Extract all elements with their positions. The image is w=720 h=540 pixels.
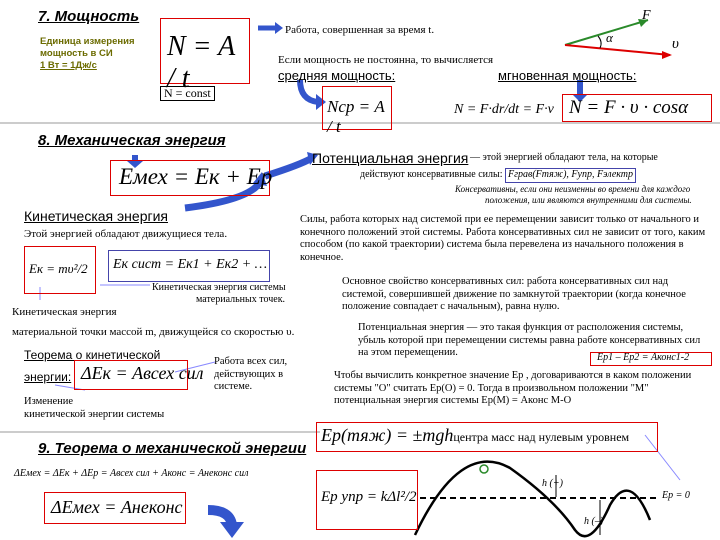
kin-theorem-formula: ΔEк = Aвсех сил: [81, 363, 204, 383]
graph-zero-label: Eр = 0: [662, 490, 690, 501]
grav-formula-line: [321, 425, 629, 446]
pot-energy-def-para: Потенциальная энергия — это такая функция от расположения системы, убыль которой при перемещении системы равна работе консервативных сил на этом перемещении.: [358, 322, 701, 358]
arrow-avg: [300, 80, 318, 102]
work-note: Работа, совершенная за время t.: [285, 24, 435, 36]
cons-note-1: Консервативны, если они неизменны во времени для каждого: [455, 184, 691, 194]
nonconst-note: Если мощность не постоянна, то вычисляется: [278, 54, 494, 66]
kin-sys-label-2: материальных точек.: [196, 294, 286, 305]
spring-formula: Eр упр = kΔl²/2: [321, 489, 417, 505]
section-8-title: 8. Механическая энергия: [38, 132, 226, 149]
kin-formula: Eк = mυ²/2: [29, 261, 88, 276]
basic-prop: Основное свойство консервативных сил: работа консервативных сил над системой, совершившей движение по замкнутой траектории (когда конечное положение совпадает с начальным), равна нулю.: [342, 276, 686, 312]
kin-point-2: материальной точки массой m, движущейся со скоростью υ.: [12, 326, 295, 338]
si-unit-note: [40, 36, 135, 72]
kin-theorem-2: энергии:: [24, 370, 72, 384]
pot-energy-title: Потенциальная энергия: [312, 150, 469, 166]
mech-theorem-box: [44, 492, 186, 524]
pot-diff-box: [590, 352, 712, 366]
kin-energy-title: Кинетическая энергия: [24, 208, 168, 224]
mech-theorem-boxed: ΔEмех = Aнеконс: [51, 497, 183, 517]
kin-formula-box: [24, 246, 96, 294]
section-7-title: 7. Мощность: [38, 8, 140, 25]
change-2: кинетической энергии системы: [24, 408, 165, 420]
change-label: [24, 396, 164, 421]
section-9-title: 9. Теорема о механической энергии: [38, 440, 307, 457]
cons-note-2: положения, или являются внутренними для системы.: [485, 195, 692, 205]
kin-energy-def: Этой энергией обладают движущиеся тела.: [24, 228, 228, 240]
kin-point-1: Кинетическая энергия: [12, 306, 117, 318]
grav-note: центра масс над нулевым уровнем: [453, 430, 630, 444]
spring-box: [316, 470, 418, 530]
graph-plus-label: h (+): [542, 478, 563, 489]
grav-box: [316, 422, 658, 452]
pot-def2-text: действуют консервативные силы:: [360, 169, 503, 180]
work-all: [214, 356, 287, 394]
inst-power-box: [562, 94, 712, 122]
kin-sys-box: [108, 250, 270, 282]
kin-theorem-box: [74, 360, 204, 390]
vector-diagram: [565, 19, 672, 59]
graph-minus-label: h (–): [584, 516, 604, 527]
inst-power-boxed: N = F · υ · cosα: [569, 97, 689, 118]
work-all-1: Работа всех сил,: [214, 356, 288, 367]
grav-formula: Eр(тяж) = ±mgh: [321, 425, 454, 445]
forces-para: Силы, работа которых над системой при ее перемещении зависит только от начального и конечного положений этой системы. Работа консервативных сил не зависит от того, каким способом (по какой траектории) система была перевелена из начального положения в конечное.: [300, 214, 706, 263]
cons-note: [455, 184, 692, 206]
const-note: N = const: [160, 86, 215, 101]
si-unit-line-1: Единица измерения: [40, 36, 135, 47]
mech-theorem-chain: ΔEмех = ΔEк + ΔEр = Aвсех сил + Aконс = Aнеконс сил: [14, 468, 249, 479]
mech-energy-formula: Eмех = Eк + Eр: [119, 164, 273, 189]
inst-power-label: мгновенная мощность:: [498, 68, 637, 83]
vector-v-label: υ: [672, 36, 679, 52]
kin-theorem-1: Теорема о кинетической: [24, 348, 161, 362]
kin-sys-formula: Eк сист = Eк1 + Eк2 + …: [113, 257, 268, 272]
avg-power-label: средняя мощность:: [278, 68, 396, 83]
power-formula: N = A / t: [167, 31, 235, 94]
energy-graph: [415, 462, 660, 537]
kin-sys-label: [152, 282, 286, 306]
avg-power-box: [322, 86, 392, 136]
kin-sys-label-1: Кинетическая энергия системы: [152, 282, 286, 293]
si-unit-line-2: мощность в СИ: [40, 48, 113, 59]
pot-energy-def-2: [360, 168, 636, 183]
mech-energy-box: [110, 160, 273, 196]
pot-energy-def: — этой энергией обладают тела, на которые: [470, 152, 658, 163]
alpha-label: α: [606, 30, 613, 45]
cons-forces: Fграв(Fтяж), Fупр, Fэлектр: [505, 168, 636, 183]
change-1: Изменение: [24, 396, 74, 407]
vector-F-label: F: [642, 8, 651, 23]
work-all-3: системе.: [214, 381, 253, 392]
si-unit-line-3: 1 Вт = 1Дж/с: [40, 60, 97, 71]
inst-power-formula: N = F·dr/dt = F·v: [454, 102, 554, 117]
choose-para: Чтобы вычислить конкретное значение Eр , договариваются в каком положении системы "О" считать Eр(О) = 0. Тогда в произвольном положении "М" потенциальная энергия системы Eр(М) = Aконс М-О: [334, 370, 692, 406]
pot-diff: Eр1 – Eр2 = Aконс1-2: [597, 352, 690, 363]
avg-power-formula: Nср = A / t: [327, 97, 385, 136]
work-all-2: действующих в: [214, 368, 284, 380]
